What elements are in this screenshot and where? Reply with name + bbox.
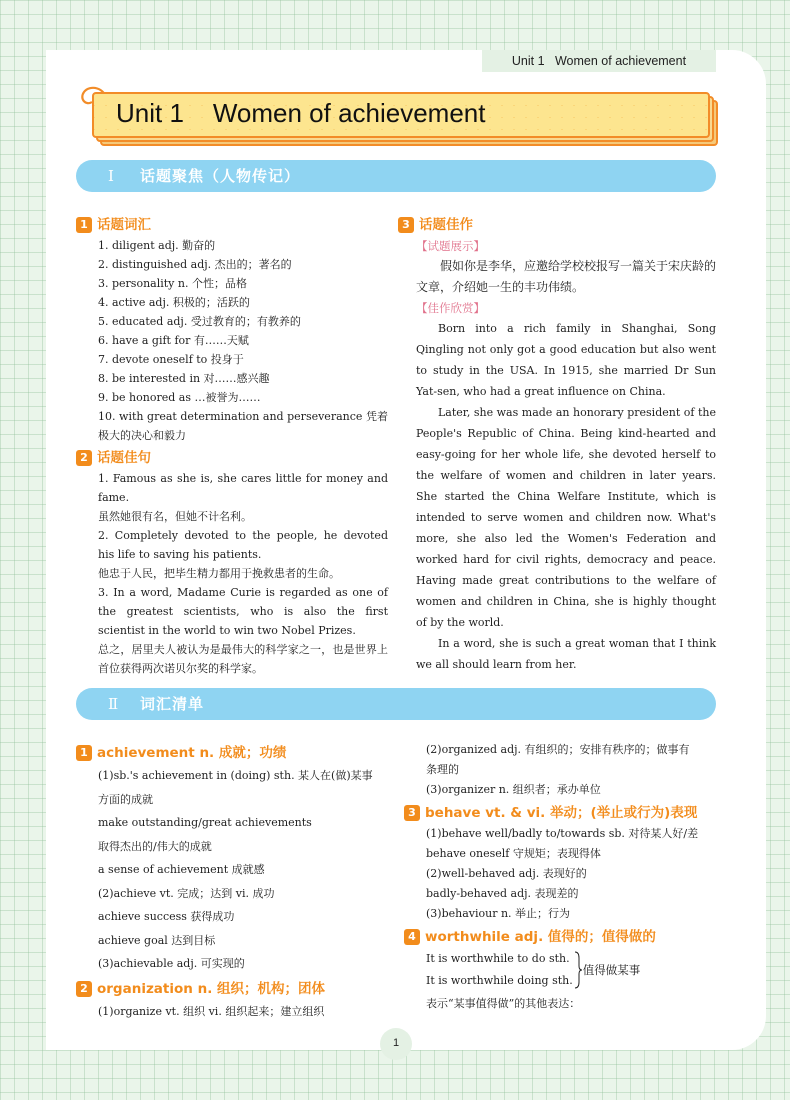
brace-group bbox=[426, 948, 716, 992]
vocab-line: 条理的 bbox=[426, 763, 459, 776]
vocab-line: behave oneself 守规矩；表现得体 bbox=[426, 847, 601, 860]
vocab-line: (3)achievable adj. 可实现的 bbox=[98, 957, 245, 970]
topic-sentences-heading: 2 话题佳句 bbox=[76, 447, 388, 469]
essay-paragraph: Born into a rich family in Shanghai, Song Qingling not only got a good education but also went to study in the USA. In 1915, she married Dr Sun Yat-sen, who had a great influence on China. bbox=[416, 322, 716, 398]
vocab-line: (3)behaviour n. 举止；行为 bbox=[426, 907, 571, 920]
topic-writing-heading: 3 话题佳作 bbox=[398, 214, 716, 236]
essay-paragraph: In a word, she is such a great woman that I think we all should learn from her. bbox=[416, 637, 716, 671]
vocab-line: (2)well-behaved adj. 表现好的 bbox=[426, 867, 587, 880]
vocab-line: (1)sb.'s achievement in (doing) sth. 某人在(做)某事 bbox=[98, 769, 373, 782]
sentence-en: 2. Completely devoted to the people, he devoted his life to saving his patients. bbox=[98, 529, 388, 561]
vocab-line: It is worthwhile doing sth. bbox=[426, 974, 573, 987]
unit-title-banner bbox=[92, 92, 710, 138]
sentence-en: 3. In a word, Madame Curie is regarded as one of the greatest scientists, who is also the first scientist in the world to win two Nobel Prizes. bbox=[98, 586, 388, 637]
vocab-entry-heading: 3 behave vt. & vi. 举动；(举止或行为)表现 bbox=[404, 802, 716, 824]
vocab-line: badly-behaved adj. 表现差的 bbox=[426, 887, 579, 900]
vocab-entry-heading: 1 achievement n. 成就；功绩 bbox=[76, 742, 392, 764]
section-number: Ⅱ bbox=[108, 695, 119, 713]
vocab-line: 表示“某事值得做”的其他表达： bbox=[426, 997, 581, 1010]
list-item: 9. be honored as …被誉为…… bbox=[98, 391, 261, 404]
brace-meaning: 值得做某事 bbox=[582, 963, 641, 977]
vocab-line: make outstanding/great achievements bbox=[98, 816, 312, 829]
section-bar-topic-focus bbox=[76, 160, 716, 192]
vocab-left-column bbox=[76, 740, 392, 1023]
sentence-zh: 虽然她很有名，但她不计名利。 bbox=[98, 510, 252, 523]
list-item: 8. be interested in 对……感兴趣 bbox=[98, 372, 270, 385]
vocab-entry-heading: 4 worthwhile adj. 值得的；值得做的 bbox=[404, 926, 716, 948]
running-header: Unit 1 Women of achievement bbox=[482, 50, 716, 72]
prompt-label: 【试题展示】 bbox=[416, 239, 485, 253]
essay-paragraph: Later, she was made an honorary president of the People's Republic of China. Being kind-hearted and easy-going for her whole life, she devoted herself to the welfare of women and children in later years. She started the China Welfare Institute, which is intended to serve women and children now. What's more, she also led the Women's Federation and worked hard for civil rights, democracy and peace. Having made great contributions to the welfare of women and children in China, she is highly thought of by the world. bbox=[416, 406, 716, 629]
section-title: 词汇清单 bbox=[140, 695, 205, 713]
vocab-line: It is worthwhile to do sth. bbox=[426, 952, 570, 965]
vocab-entry-heading: 2 organization n. 组织；机构；团体 bbox=[76, 978, 392, 1000]
sentence-zh: 他忠于人民，把毕生精力都用于挽救患者的生命。 bbox=[98, 567, 340, 580]
vocab-line: 方面的成就 bbox=[98, 792, 153, 806]
prompt-text: 假如你是李华，应邀给学校校报写一篇关于宋庆龄的文章，介绍她一生的丰功伟绩。 bbox=[416, 259, 717, 294]
vocab-line: achieve goal 达到目标 bbox=[98, 933, 216, 947]
section-number: Ⅰ bbox=[108, 167, 114, 185]
vocab-line: 取得杰出的/伟大的成就 bbox=[98, 839, 212, 853]
topic-left-column bbox=[76, 212, 388, 678]
sample-label: 【佳作欣赏】 bbox=[416, 301, 485, 315]
sentence-zh: 总之，居里夫人被认为是最伟大的科学家之一，也是世界上首位获得两次诺贝尔奖的科学家。 bbox=[98, 643, 388, 675]
unit-title: Unit 1 Women of achievement bbox=[116, 98, 486, 128]
vocab-line: (1)behave well/badly to/towards sb. 对待某人好/差 bbox=[426, 827, 699, 840]
list-item: 1. diligent adj. 勤奋的 bbox=[98, 239, 216, 252]
list-item: 2. distinguished adj. 杰出的；著名的 bbox=[98, 258, 292, 271]
section-bar-vocabulary bbox=[76, 688, 716, 720]
list-item: 7. devote oneself to 投身于 bbox=[98, 353, 244, 366]
vocab-line: (1)organize vt. 组织 vi. 组织起来；建立组织 bbox=[98, 1004, 325, 1018]
vocab-line: achieve success 获得成功 bbox=[98, 910, 235, 923]
list-item: 10. with great determination and perseverance 凭着极大的决心和毅力 bbox=[98, 410, 388, 442]
topic-words-heading: 1 话题词汇 bbox=[76, 214, 388, 236]
brace-icon bbox=[573, 950, 583, 990]
list-item: 4. active adj. 积极的；活跃的 bbox=[98, 296, 250, 309]
vocab-line: a sense of achievement 成就感 bbox=[98, 863, 265, 876]
vocab-line: (3)organizer n. 组织者；承办单位 bbox=[426, 783, 601, 796]
vocab-line: (2)achieve vt. 完成；达到 vi. 成功 bbox=[98, 886, 275, 900]
vocab-line: (2)organized adj. 有组织的；安排有秩序的；做事有 bbox=[426, 743, 690, 756]
section-title: 话题聚焦（人物传记） bbox=[140, 167, 301, 185]
list-item: 5. educated adj. 受过教育的；有教养的 bbox=[98, 315, 301, 328]
list-item: 3. personality n. 个性；品格 bbox=[98, 277, 247, 290]
page-number: 1 bbox=[380, 1028, 412, 1060]
sentence-en: 1. Famous as she is, she cares little for money and fame. bbox=[98, 472, 388, 504]
vocab-right-column bbox=[404, 740, 716, 1016]
list-item: 6. have a gift for 有……天赋 bbox=[98, 334, 249, 347]
topic-right-column bbox=[398, 212, 716, 675]
